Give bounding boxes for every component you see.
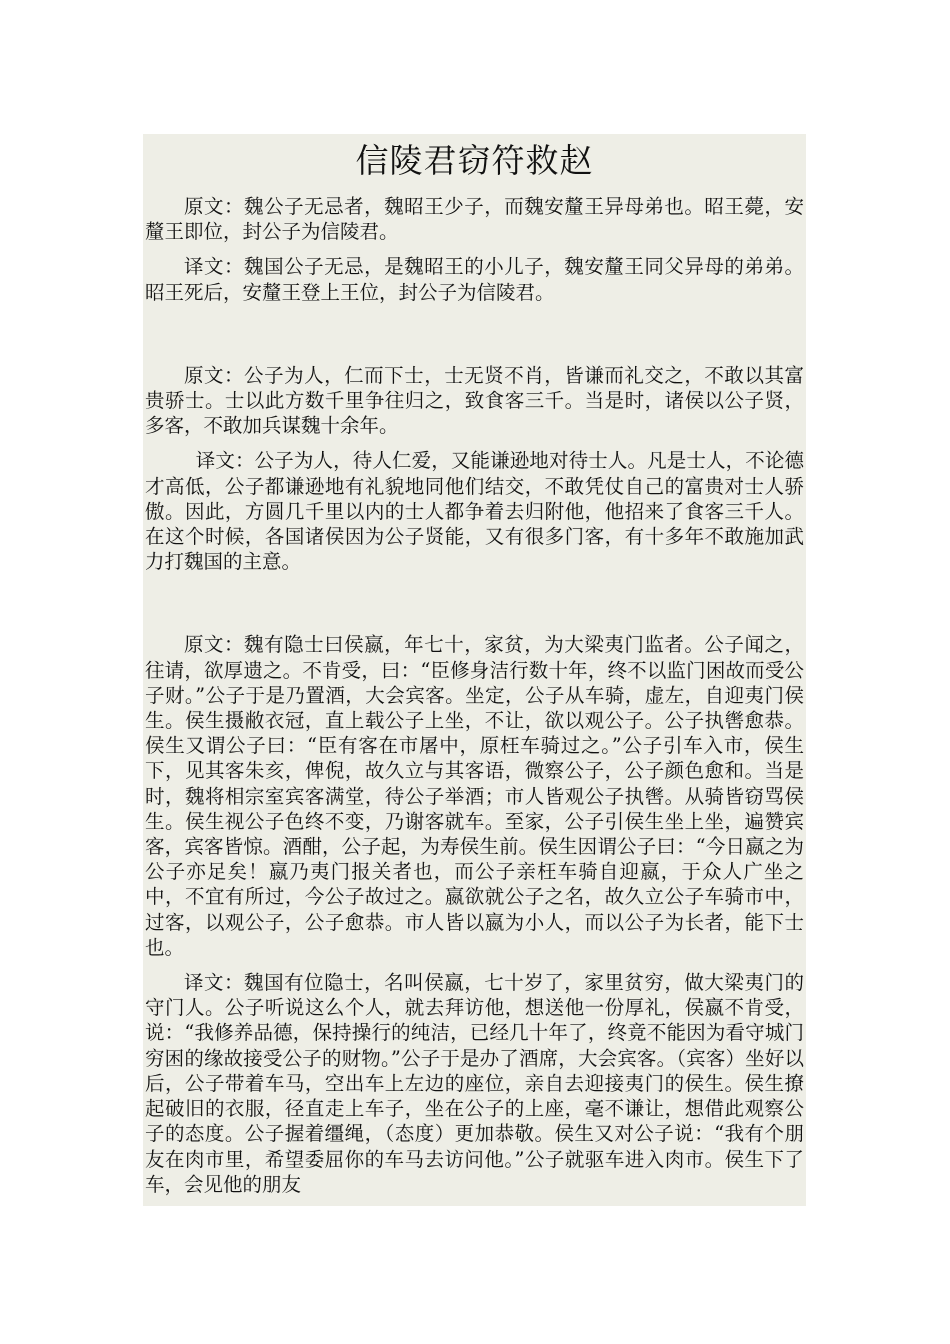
paragraph-original-1: 原文：魏公子无忌者，魏昭王少子，而魏安釐王异母弟也。昭王薨，安釐王即位，封公子为信陵君。 (145, 195, 804, 244)
spacer (143, 960, 806, 970)
spacer (143, 305, 806, 363)
paragraph-original-2: 原文：公子为人，仁而下士，士无贤不肖，皆谦而礼交之，不敢以其富贵骄士。士以此方数千里争往归之，致食客三千。当是时，诸侯以公子贤，多客，不敢加兵谋魏十余年。 (145, 363, 804, 438)
document-title: 信陵君窃符救赵 (355, 141, 594, 180)
spacer (143, 438, 806, 448)
paragraph-original-3: 原文：魏有隐士曰侯嬴，年七十，家贫，为大梁夷门监者。公子闻之，往请，欲厚遗之。不肯受，曰：“臣修身洁行数十年，终不以监门困故而受公子财。”公子于是乃置酒，大会宾客。坐定，公子从车骑，虚左，自迎夷门侯生。侯生摄敝衣冠，直上载公子上坐，不让，欲以观公子。公子执辔愈恭。侯生又谓公子曰：“臣有客在市屠中，原枉车骑过之。”公子引车入市，侯生下，见其客朱亥，俾倪，故久立与其客语，微察公子，公子颜色愈和。当是时，魏将相宗室宾客满堂，待公子举酒；市人皆观公子执辔。从骑皆窃骂侯生。侯生视公子色终不变，乃谢客就车。至家，公子引侯生坐上坐，遍赞宾客，宾客皆惊。酒酣，公子起，为寿侯生前。侯生因谓公子曰：“今日嬴之为公子亦足矣！嬴乃夷门报关者也，而公子亲枉车骑自迎嬴，于众人广坐之中，不宜有所过，今公子故过之。嬴欲就公子之名，故久立公子车骑市中，过客，以观公子，公子愈恭。市人皆以嬴为小人，而以公子为长者，能下士也。 (145, 633, 804, 959)
paragraph-translation-1: 译文：魏国公子无忌，是魏昭王的小儿子，魏安釐王同父异母的弟弟。昭王死后，安釐王登上王位，封公子为信陵君。 (145, 255, 804, 304)
spacer (143, 244, 806, 254)
spacer (143, 574, 806, 632)
paragraph-translation-2: 译文：公子为人，待人仁爱，又能谦逊地对待士人。凡是士人，不论德才高低，公子都谦逊地有礼貌地同他们结交，不敢凭仗自己的富贵对士人骄傲。因此，方圆几千里以内的士人都争着去归附他，他招来了食客三千人。在这个时候，各国诸侯因为公子贤能，又有很多门客，有十多年不敢施加武力打魏国的主意。 (145, 449, 804, 574)
document-page (143, 134, 806, 1206)
paragraph-translation-3: 译文：魏国有位隐士，名叫侯嬴，七十岁了，家里贫穷，做大梁夷门的守门人。公子听说这么个人，就去拜访他，想送他一份厚礼，侯嬴不肯受，说：“我修养品德，保持操行的纯洁，已经几十年了，终竟不能因为看守城门穷困的缘故接受公子的财物。”公子于是办了酒席，大会宾客。（宾客）坐好以后，公子带着车马，空出车上左边的座位，亲自去迎接夷门的侯生。侯生撩起破旧的衣服，径直走上车子，坐在公子的上座，毫不谦让，想借此观察公子的态度。公子握着缰绳，（态度）更加恭敬。侯生又对公子说：“我有个朋友在肉市里，希望委屈你的车马去访问他。”公子就驱车进入肉市。侯生下了车，会见他的朋友 (145, 971, 804, 1196)
